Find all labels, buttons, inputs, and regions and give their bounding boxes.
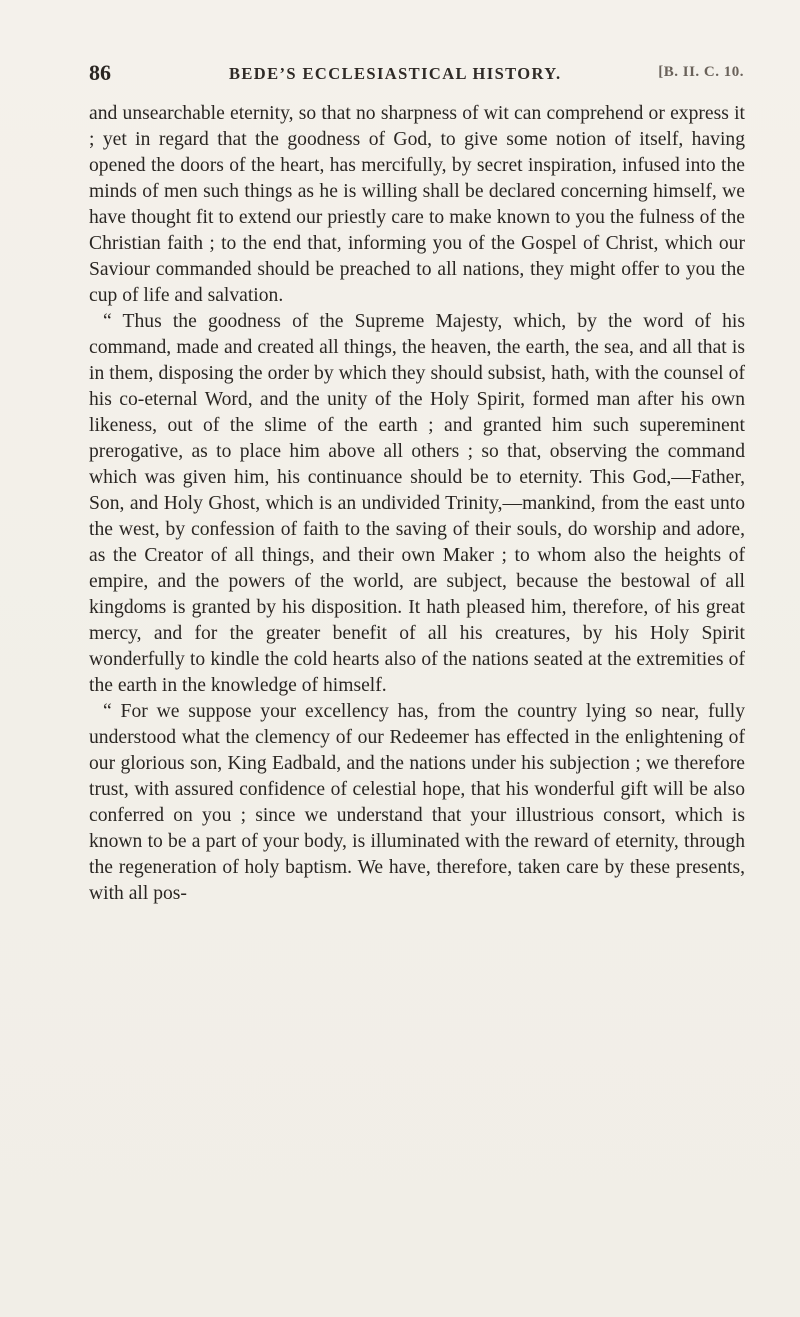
- book-chapter-reference: [B. II. C. 10.: [658, 64, 744, 80]
- paragraph-supreme-majesty: “ Thus the goodness of the Supreme Majesty, which, by the word of his command, made and created all things, the heaven, the earth, the sea, and all that is in them, disposing the order by which they should subsist, hath, with the counsel of his co-eternal Word, and the unity of the Holy Spirit, formed man after his own likeness, out of the slime of the earth ; and granted him such supereminent prerogative, as to place him above all others ; so that, observing the command which was given him, his continuance should be to eternity. This God,—Father, Son, and Holy Ghost, which is an undivided Trinity,—mankind, from the east unto the west, by confession of faith to the saving of their souls, do worship and adore, as the Creator of all things, and their own Maker ; to whom also the heights of empire, and the powers of the world, are subject, because the bestowal of all kingdoms is granted by his disposition. It hath pleased him, therefore, of his great mercy, and for the greater benefit of all his creatures, by his Holy Spirit wonderfully to kindle the cold hearts also of the nations seated at the extremities of the earth in the knowledge of himself.: [89, 311, 745, 696]
- body-text: [89, 101, 745, 907]
- paragraph-excellency: “ For we suppose your excellency has, from the country lying so near, fully understood what the clemency of our Redeemer has effected in the enlightening of our glorious son, King Eadbald, and the nations under his subjection ; we therefore trust, with assured confidence of celestial hope, that his wonderful gift will be also conferred on you ; since we understand that your illustrious consort, which is known to be a part of your body, is illuminated with the reward of eternity, through the regeneration of holy baptism. We have, therefore, taken care by these presents, with all pos-: [89, 701, 745, 904]
- paragraph-continuation: and unsearchable eternity, so that no sharpness of wit can comprehend or express it ; yet in regard that the goodness of God, to give some notion of itself, having opened the doors of the heart, has mercifully, by secret inspiration, infused into the minds of men such things as he is willing shall be declared concerning himself, we have thought fit to extend our priestly care to make known to you the fulness of the Christian faith ; to the end that, informing you of the Gospel of Christ, which our Saviour commanded should be preached to all nations, they might offer to you the cup of life and salvation.: [89, 103, 745, 306]
- running-title: BEDE’S ECCLESIASTICAL HISTORY.: [229, 64, 562, 83]
- page-number: 86: [89, 60, 111, 85]
- page-header: [89, 60, 744, 92]
